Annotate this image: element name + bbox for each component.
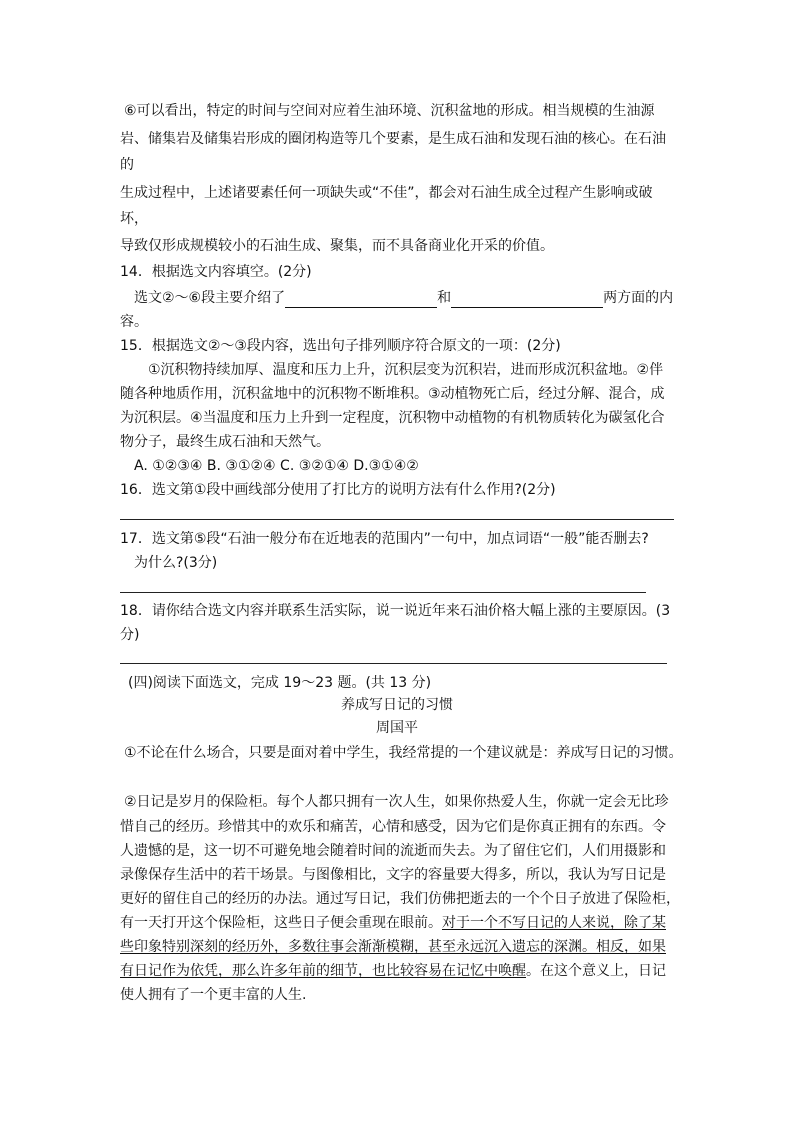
- essay-para-2-line-6-plain: 有一天打开这个保险柜，这些日子便会重现在眼前。: [120, 915, 442, 931]
- q17-answer-line[interactable]: [120, 592, 646, 593]
- q15-text-line-2: 随各种地质作用，沉积盆地中的沉积物不断堆积。③动植物死亡后，经过分解、混合，成: [120, 386, 665, 402]
- q14-suffix: 两方面的内: [603, 290, 674, 306]
- q14-title: 14．根据选文内容填空。(2分): [120, 264, 312, 280]
- essay-author: 周国平: [376, 720, 418, 736]
- essay-para-2-line-2: 惜自己的经历。珍惜其中的欢乐和痛苦，心情和感受，因为它们是你真正拥有的东西。令: [120, 819, 666, 835]
- q16-title: 16．选文第①段中画线部分使用了打比方的说明方法有什么作用?(2分): [120, 482, 556, 498]
- para6-line-5: 坏，: [120, 211, 148, 227]
- para6-line-2: 岩、储集岩及储集岩形成的圈闭构造等几个要素，是生成石油和发现石油的核心。在石油: [120, 131, 666, 147]
- para6-line-1: ⑥可以看出，特定的时间与空间对应着生油环境、沉积盆地的形成。相当规模的生油源: [124, 103, 655, 119]
- q15-text-line-3: 为沉积层。④当温度和压力上升到一定程度，沉积物中动植物的有机物质转化为碳氢化合: [120, 410, 665, 426]
- essay-para-2-line-3: 人遗憾的是，这一切不可避免地会随着时间的流逝而失去。为了留住它们，人们用摄影和: [120, 843, 666, 859]
- essay-para-2-line-5: 更好的留住自己的经历的办法。通过写日记，我们仿佛把逝去的一个个日子放进了保险柜，: [120, 891, 680, 907]
- essay-para-2-line-1: ②日记是岁月的保险柜。每个人都只拥有一次人生，如果你热爱人生，你就一定会无比珍: [124, 794, 669, 810]
- underlined-text-2: 些印象特别深刻的经历外，多数往事会渐渐模糊，甚至永远沉入遗忘的深渊。相反，如果: [120, 939, 666, 955]
- q14-fill-line: [134, 288, 673, 308]
- q17-cont: 为什么?(3分): [134, 555, 218, 571]
- essay-para-2-line-6: [120, 913, 666, 933]
- q18-answer-line[interactable]: [120, 663, 667, 664]
- essay-para-2-line-4: 录像保存生活中的若干场景。与图像相比，文字的容量要大得多，所以，我认为写日记是: [120, 867, 666, 883]
- q18-cont: 分): [120, 627, 140, 643]
- q15-text-line-4: 物分子，最终生成石油和天然气。: [120, 434, 330, 450]
- q14-prefix: 选文②～⑥段主要介绍了: [134, 290, 286, 306]
- q15-title: 15．根据选文②～③段内容，选出句子排列顺序符合原文的一项：(2分): [120, 338, 561, 354]
- para6-line-4: 生成过程中，上述诸要素任何一项缺失或“不佳”，都会对石油生成全过程产生影响或破: [120, 185, 653, 201]
- q15-options: A. ①②③④ B. ③①②④ C. ③②①④ D.③①④②: [134, 458, 419, 474]
- q14-blank-2[interactable]: [451, 293, 603, 308]
- para6-line-6: 导致仅形成规模较小的石油生成、聚集，而不具备商业化开采的价值。: [120, 238, 554, 254]
- essay-para-2-line-8-plain: 。在这个意义上，日记: [526, 963, 666, 979]
- essay-para-2-line-9: 使人拥有了一个更丰富的人生.: [120, 987, 307, 1003]
- underlined-text-1: 对于一个不写日记的人来说，除了某: [442, 915, 666, 931]
- essay-title: 养成写日记的习惯: [341, 697, 453, 713]
- q14-blank-1[interactable]: [285, 293, 437, 308]
- q16-answer-line[interactable]: [120, 519, 674, 520]
- q18-title: 18．请你结合选文内容并联系生活实际，说一说近年来石油价格大幅上涨的主要原因。(3: [120, 603, 671, 619]
- q15-text-line-1: ①沉积物持续加厚、温度和压力上升，沉积层变为沉积岩，进而形成沉积盆地。②伴: [148, 362, 664, 378]
- q17-title: 17．选文第⑤段“石油一般分布在近地表的范围内”一句中，加点词语“一般”能否删去?: [120, 531, 649, 547]
- essay-para-1: ①不论在什么场合，只要是面对着中学生，我经常提的一个建议就是：养成写日记的习惯。: [124, 745, 683, 761]
- underlined-text-3: 有日记作为依凭，那么许多年前的细节，也比较容易在记忆中唤醒: [120, 963, 526, 979]
- q14-tail: 容。: [120, 314, 148, 330]
- q14-mid: 和: [437, 290, 452, 306]
- section4-intro: (四)阅读下面选文，完成 19～23 题。(共 13 分): [128, 675, 432, 691]
- para6-line-3: 的: [120, 157, 134, 173]
- essay-para-2-line-8: [120, 961, 666, 981]
